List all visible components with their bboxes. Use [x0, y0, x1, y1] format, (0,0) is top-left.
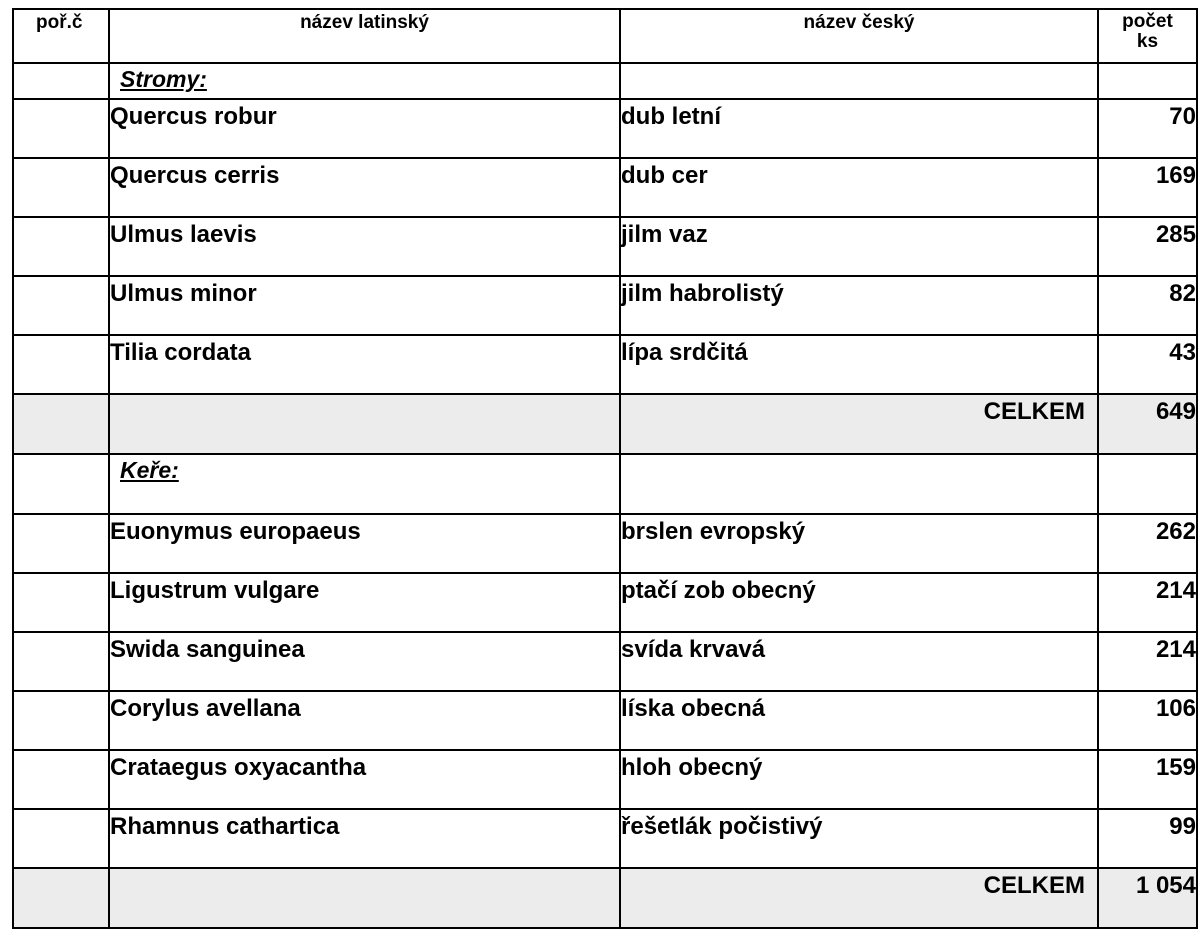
latin-name-cell: Euonymus europaeus	[109, 514, 620, 573]
latin-name-cell: Ligustrum vulgare	[109, 573, 620, 632]
count-cell: 214	[1098, 632, 1197, 691]
latin-name-cell: Ulmus laevis	[109, 217, 620, 276]
total-empty-cell	[13, 868, 109, 928]
header-number: poř.č	[13, 9, 109, 63]
row-number-cell	[13, 276, 109, 335]
table-row	[13, 158, 1197, 217]
row-number-cell	[13, 158, 109, 217]
section-number-cell	[13, 63, 109, 99]
latin-name-cell: Crataegus oxyacantha	[109, 750, 620, 809]
section-empty-cell	[620, 454, 1098, 514]
czech-name-cell: dub cer	[620, 158, 1098, 217]
header-row	[13, 9, 1197, 63]
count-cell: 70	[1098, 99, 1197, 158]
header-latin-name: název latinský	[109, 9, 620, 63]
latin-name-cell: Rhamnus cathartica	[109, 809, 620, 868]
czech-name-cell: brslen evropský	[620, 514, 1098, 573]
row-number-cell	[13, 632, 109, 691]
total-count: 649	[1098, 394, 1197, 454]
header-czech-name: název český	[620, 9, 1098, 63]
table-row	[13, 691, 1197, 750]
section-row-trees	[13, 63, 1197, 99]
header-count-line2: ks	[1136, 31, 1159, 52]
header-count-line1: počet	[1122, 11, 1173, 32]
total-empty-cell	[109, 394, 620, 454]
table-row	[13, 99, 1197, 158]
row-number-cell	[13, 573, 109, 632]
count-cell: 262	[1098, 514, 1197, 573]
latin-name-cell: Swida sanguinea	[109, 632, 620, 691]
czech-name-cell: jilm vaz	[620, 217, 1098, 276]
row-number-cell	[13, 750, 109, 809]
row-number-cell	[13, 99, 109, 158]
row-number-cell	[13, 335, 109, 394]
section-empty-cell	[1098, 454, 1197, 514]
plant-list-table	[12, 8, 1198, 929]
total-label: CELKEM	[620, 394, 1098, 454]
section-label-shrubs: Keře:	[109, 454, 620, 514]
table-row	[13, 573, 1197, 632]
czech-name-cell: hloh obecný	[620, 750, 1098, 809]
count-cell: 159	[1098, 750, 1197, 809]
count-cell: 82	[1098, 276, 1197, 335]
section-row-shrubs	[13, 454, 1197, 514]
latin-name-cell: Tilia cordata	[109, 335, 620, 394]
czech-name-cell: dub letní	[620, 99, 1098, 158]
czech-name-cell: ptačí zob obecný	[620, 573, 1098, 632]
count-cell: 214	[1098, 573, 1197, 632]
total-row-trees	[13, 394, 1197, 454]
row-number-cell	[13, 691, 109, 750]
section-number-cell	[13, 454, 109, 514]
table-row	[13, 809, 1197, 868]
section-label-trees: Stromy:	[109, 63, 620, 99]
total-count: 1 054	[1098, 868, 1197, 928]
czech-name-cell: řešetlák počistivý	[620, 809, 1098, 868]
table-row	[13, 335, 1197, 394]
czech-name-cell: lípa srdčitá	[620, 335, 1098, 394]
row-number-cell	[13, 809, 109, 868]
table-row	[13, 750, 1197, 809]
total-label: CELKEM	[620, 868, 1098, 928]
total-empty-cell	[109, 868, 620, 928]
total-empty-cell	[13, 394, 109, 454]
czech-name-cell: jilm habrolistý	[620, 276, 1098, 335]
count-cell: 106	[1098, 691, 1197, 750]
count-cell: 43	[1098, 335, 1197, 394]
table-row	[13, 217, 1197, 276]
row-number-cell	[13, 514, 109, 573]
latin-name-cell: Ulmus minor	[109, 276, 620, 335]
section-empty-cell	[1098, 63, 1197, 99]
table-row	[13, 514, 1197, 573]
czech-name-cell: svída krvavá	[620, 632, 1098, 691]
latin-name-cell: Corylus avellana	[109, 691, 620, 750]
table-row	[13, 632, 1197, 691]
count-cell: 169	[1098, 158, 1197, 217]
czech-name-cell: líska obecná	[620, 691, 1098, 750]
count-cell: 99	[1098, 809, 1197, 868]
count-cell: 285	[1098, 217, 1197, 276]
section-empty-cell	[620, 63, 1098, 99]
latin-name-cell: Quercus cerris	[109, 158, 620, 217]
total-row-shrubs	[13, 868, 1197, 928]
header-count	[1098, 9, 1197, 63]
latin-name-cell: Quercus robur	[109, 99, 620, 158]
table-row	[13, 276, 1197, 335]
row-number-cell	[13, 217, 109, 276]
